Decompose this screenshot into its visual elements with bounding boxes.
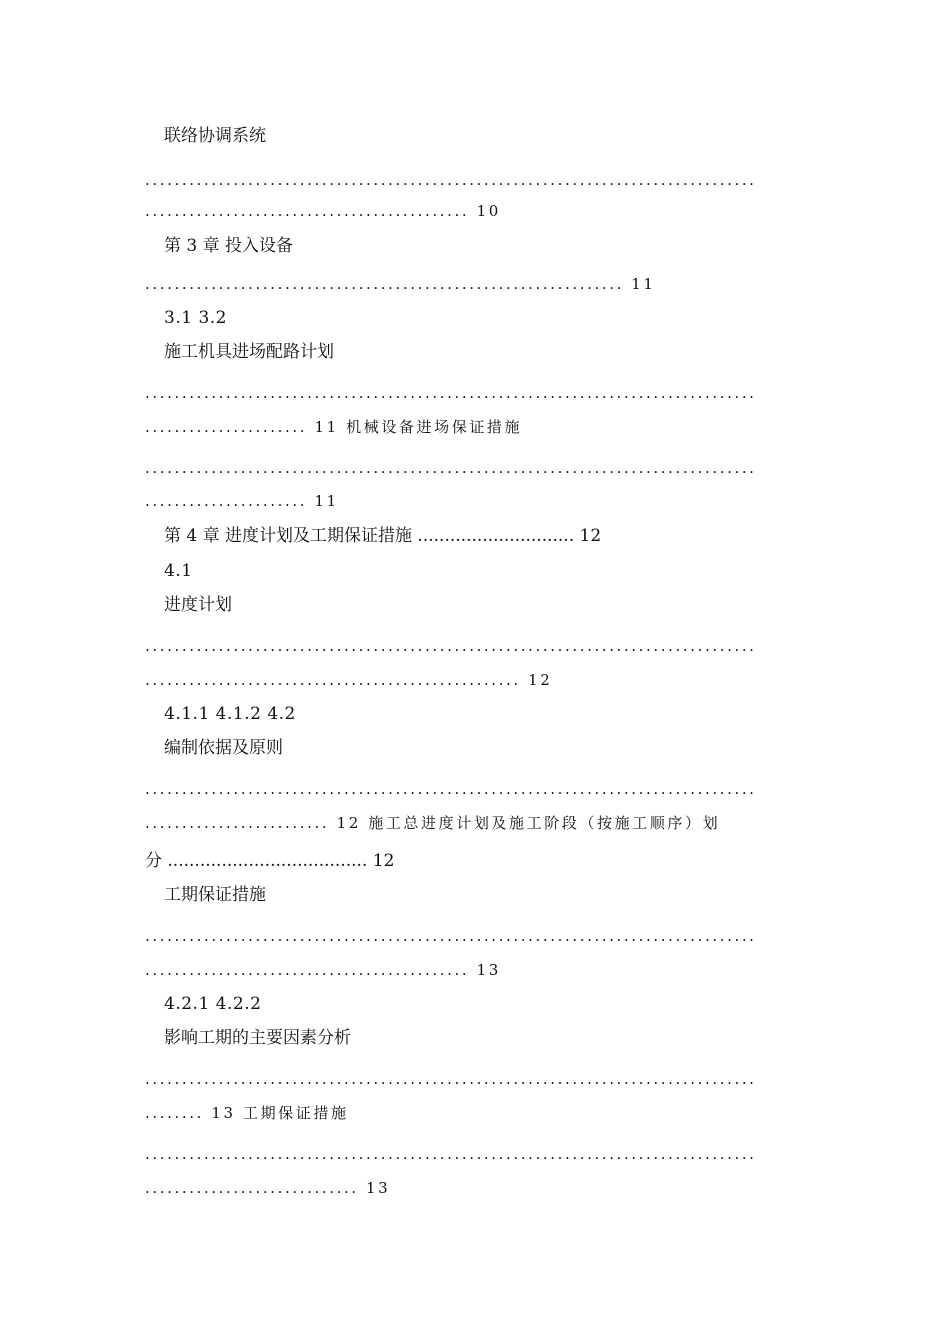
toc-section-numbers-3: 3.1 3.2 <box>164 308 227 328</box>
toc-entry-liaison-system: 联络协调系统 <box>164 126 266 146</box>
toc-entry-basis-principles: 编制依据及原则 <box>164 738 283 758</box>
toc-entry-schedule-plan: 进度计划 <box>164 595 232 615</box>
toc-leader-dots: ................................................................................... <box>145 1145 757 1163</box>
toc-entry-machinery-plan: 施工机具进场配路计划 <box>164 342 334 362</box>
toc-entry-master-schedule: ......................... 12 施工总进度计划及施工阶段（按施工顺序）划 <box>145 814 721 832</box>
toc-section-numbers-4-2: 4.2.1 4.2.2 <box>164 994 262 1014</box>
toc-leader-page-13: ............................................ 13 <box>145 961 501 979</box>
toc-leader-dots: ................................................................................... <box>145 780 757 798</box>
toc-section-numbers-4: 4.1.1 4.1.2 4.2 <box>164 704 296 724</box>
toc-leader-page-13: ............................. 13 <box>145 1179 391 1197</box>
toc-entry-duration-measures-2: ........ 13 工期保证措施 <box>145 1104 349 1122</box>
toc-entry-duration-measures: 工期保证措施 <box>164 885 266 905</box>
toc-entry-factor-analysis: 影响工期的主要因素分析 <box>164 1028 351 1048</box>
toc-leader-dots: ................................................................................... <box>145 171 757 189</box>
toc-section-number-4-1: 4.1 <box>164 561 193 581</box>
toc-leader-page-12: ................................................... 12 <box>145 671 553 689</box>
toc-leader-page-11: ................................................................. 11 <box>145 275 656 293</box>
toc-leader-page-11: ...................... 11 <box>145 492 339 510</box>
toc-leader-dots: ................................................................................... <box>145 459 757 477</box>
toc-leader-dots: ................................................................................... <box>145 637 757 655</box>
toc-chapter-4: 第 4 章 进度计划及工期保证措施 ............................. 12 <box>164 526 602 546</box>
toc-entry-master-schedule-cont: 分 ..................................... 12 <box>145 851 395 871</box>
toc-leader-dots: ................................................................................... <box>145 384 757 402</box>
toc-chapter-3: 第 3 章 投入设备 <box>164 236 294 256</box>
toc-entry-equipment-measures: ...................... 11 机械设备进场保证措施 <box>145 418 523 436</box>
toc-leader-dots: ................................................................................... <box>145 1070 757 1088</box>
toc-leader-dots: ................................................................................... <box>145 927 757 945</box>
toc-leader-page-10: ............................................ 10 <box>145 202 501 220</box>
